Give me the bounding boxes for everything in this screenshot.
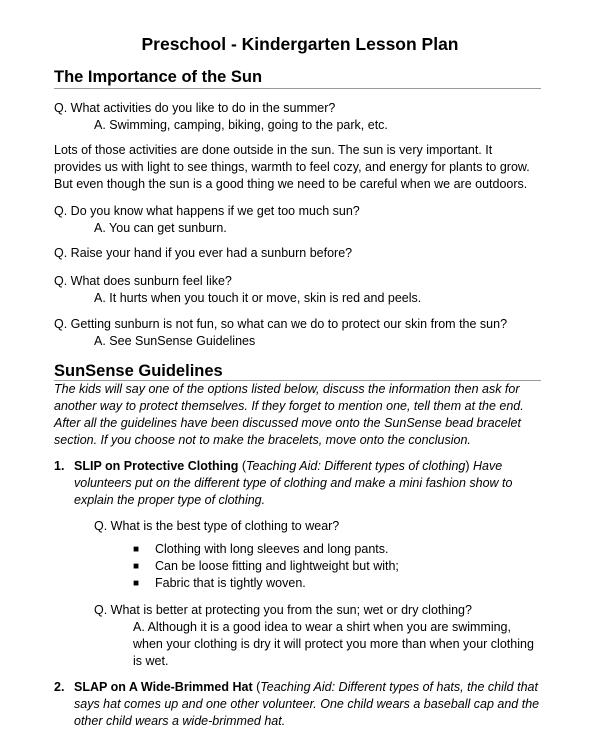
guideline-number: 2. bbox=[54, 680, 65, 694]
intro-line: After all the guidelines have been discussed move onto the SunSense bead bracelet bbox=[54, 416, 521, 430]
section-heading-importance-of-sun: The Importance of the Sun bbox=[54, 68, 263, 86]
question-4: Q. What does sunburn feel like? bbox=[54, 274, 232, 288]
aid-open-paren: ( bbox=[252, 680, 261, 694]
bullet-item: Clothing with long sleeves and long pants. bbox=[155, 542, 389, 556]
guideline-question: Q. What is the best type of clothing to wear? bbox=[94, 519, 340, 533]
bullet-icon: ■ bbox=[133, 561, 140, 572]
answer-5: A. See SunSense Guidelines bbox=[94, 334, 256, 348]
answer-1: A. Swimming, camping, biking, going to the park, etc. bbox=[94, 118, 388, 132]
paragraph-line: Lots of those activities are done outside in the sun. The sun is very important. It bbox=[54, 143, 493, 157]
bullet-item: Can be loose fitting and lightweight but with; bbox=[155, 559, 399, 573]
bullet-icon: ■ bbox=[133, 578, 140, 589]
section-heading-sunsense-guidelines: SunSense Guidelines bbox=[54, 362, 223, 380]
guideline-answer-line: when your clothing is dry it will protect you more than when your clothing bbox=[133, 637, 534, 651]
guideline-title: SLAP on A Wide-Brimmed Hat bbox=[74, 680, 253, 694]
guideline-desc-start: Have bbox=[469, 459, 503, 473]
bullet-icon: ■ bbox=[133, 544, 140, 555]
guideline-answer-line: A. Although it is a good idea to wear a shirt when you are swimming, bbox=[133, 620, 511, 634]
question-2: Q. Do you know what happens if we get too much sun? bbox=[54, 204, 360, 218]
aid-open-paren: ( bbox=[238, 459, 247, 473]
guideline-question: Q. What is better at protecting you from the sun; wet or dry clothing? bbox=[94, 603, 472, 617]
aid-close-paren: ) bbox=[465, 459, 470, 473]
intro-line: another way to protect themselves. If they forget to mention one, tell them at the end. bbox=[54, 399, 524, 413]
bullet-item: Fabric that is tightly woven. bbox=[155, 576, 306, 590]
guideline-desc-line: other child wears a wide-brimmed hat. bbox=[74, 714, 286, 728]
teaching-aid: Teaching Aid: Different types of hats, the child that bbox=[260, 680, 538, 694]
guideline-desc-line: explain the proper type of clothing. bbox=[74, 493, 266, 507]
paragraph-line: But even though the sun is a good thing we need to be careful when we are outdoors. bbox=[54, 177, 528, 191]
question-3: Q. Raise your hand if you ever had a sunburn before? bbox=[54, 246, 353, 260]
section-divider bbox=[54, 88, 541, 89]
guideline-number: 1. bbox=[54, 459, 65, 473]
guideline-answer-line: is wet. bbox=[133, 654, 169, 668]
answer-4: A. It hurts when you touch it or move, skin is red and peels. bbox=[94, 291, 422, 305]
intro-line: section. If you choose not to make the bracelets, move onto the conclusion. bbox=[54, 433, 471, 447]
document-title: Preschool - Kindergarten Lesson Plan bbox=[141, 34, 459, 54]
guideline-desc-line: volunteers put on the different type of clothing and make a mini fashion show to bbox=[74, 476, 513, 490]
guideline-1-heading-line bbox=[74, 458, 502, 475]
paragraph-line: provides us with light to see things, warmth to feel cozy, and energy for plants to grow. bbox=[54, 160, 530, 174]
answer-2: A. You can get sunburn. bbox=[94, 221, 227, 235]
guideline-title: SLIP on Protective Clothing bbox=[74, 459, 239, 473]
question-1: Q. What activities do you like to do in the summer? bbox=[54, 101, 336, 115]
teaching-aid: Teaching Aid: Different types of clothing bbox=[246, 459, 466, 473]
question-5: Q. Getting sunburn is not fun, so what can we do to protect our skin from the sun? bbox=[54, 317, 508, 331]
guideline-2-heading-line bbox=[74, 679, 538, 696]
intro-line: The kids will say one of the options listed below, discuss the information then ask for bbox=[54, 382, 520, 396]
guideline-desc-line: says hat comes up and one other volunteer. One child wears a baseball cap and the bbox=[74, 697, 540, 711]
